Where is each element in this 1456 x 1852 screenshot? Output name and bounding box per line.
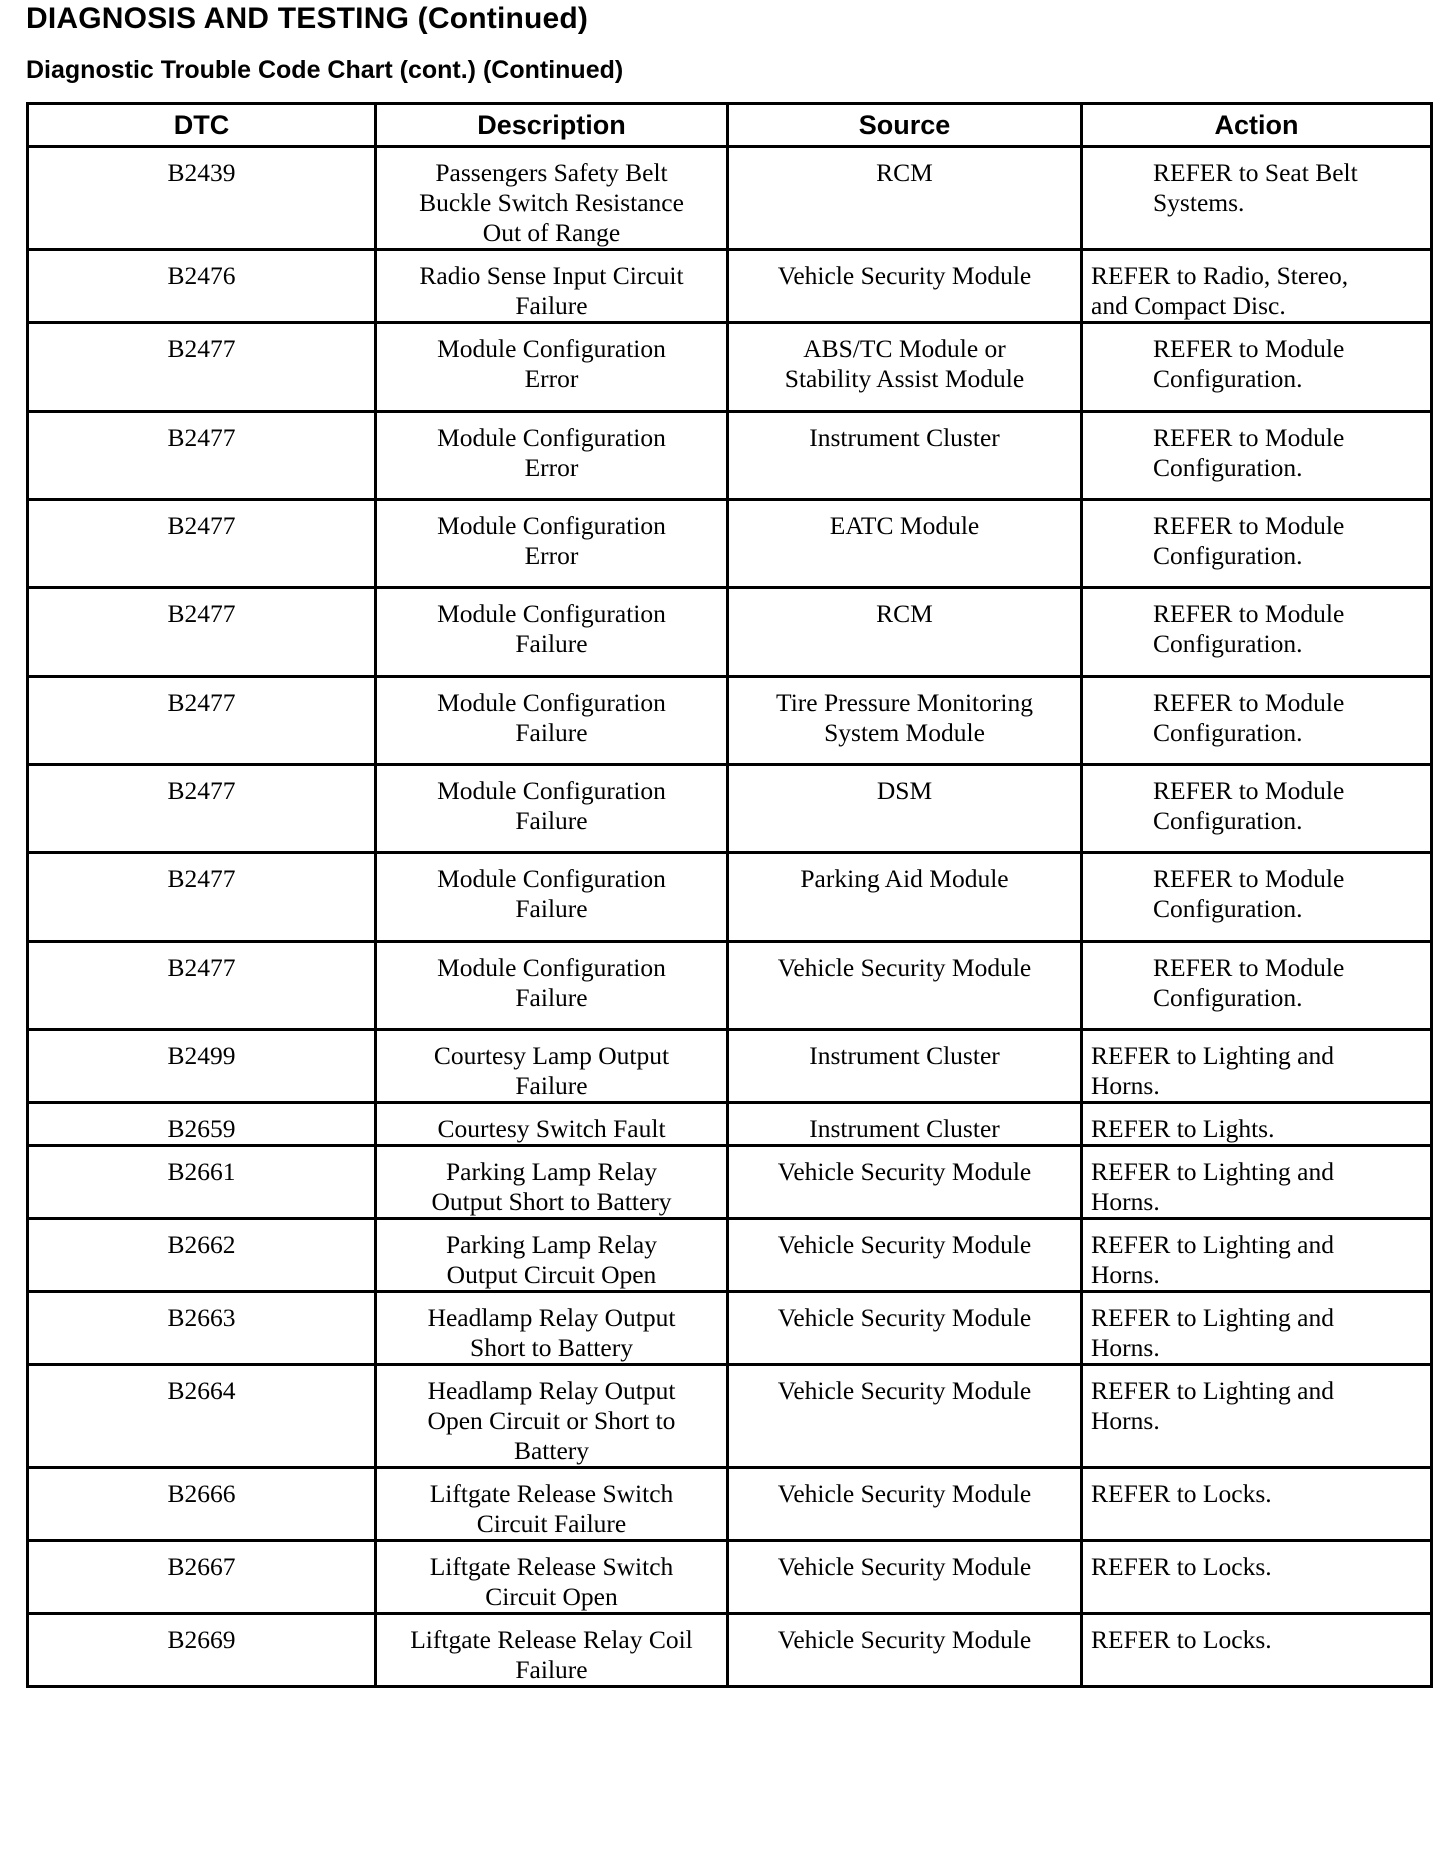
action-cell: REFER to Seat Belt Systems. (1082, 147, 1432, 250)
dtc-table (26, 102, 1433, 1688)
source-cell: Vehicle Security Module (728, 1468, 1082, 1541)
action-cell: REFER to Module Configuration. (1082, 853, 1432, 942)
action-cell: REFER to Lighting and Horns. (1082, 1146, 1432, 1219)
table-row (28, 1614, 1432, 1687)
description-cell: Parking Lamp Relay Output Short to Battery (376, 1146, 728, 1219)
column-header-source: Source (728, 104, 1082, 147)
description-cell: Liftgate Release Relay Coil Failure (376, 1614, 728, 1687)
action-cell: REFER to Lighting and Horns. (1082, 1365, 1432, 1468)
description-cell: Module Configuration Failure (376, 588, 728, 677)
description-cell: Liftgate Release Switch Circuit Open (376, 1541, 728, 1614)
source-cell: DSM (728, 765, 1082, 853)
dtc-cell: B2477 (28, 765, 376, 853)
table-row (28, 147, 1432, 250)
dtc-cell: B2477 (28, 677, 376, 765)
table-row (28, 765, 1432, 853)
dtc-cell: B2663 (28, 1292, 376, 1365)
table-row (28, 1030, 1432, 1103)
dtc-cell: B2477 (28, 942, 376, 1030)
action-cell: REFER to Lighting and Horns. (1082, 1219, 1432, 1292)
description-cell: Module Configuration Failure (376, 853, 728, 942)
source-cell: Instrument Cluster (728, 1030, 1082, 1103)
description-cell: Module Configuration Error (376, 412, 728, 500)
action-cell: REFER to Lights. (1082, 1103, 1432, 1146)
description-cell: Liftgate Release Switch Circuit Failure (376, 1468, 728, 1541)
table-header-row (28, 104, 1432, 147)
description-cell: Parking Lamp Relay Output Circuit Open (376, 1219, 728, 1292)
column-header-dtc: DTC (28, 104, 376, 147)
action-cell: REFER to Module Configuration. (1082, 412, 1432, 500)
table-row (28, 853, 1432, 942)
description-cell: Courtesy Lamp Output Failure (376, 1030, 728, 1103)
description-cell: Headlamp Relay Output Open Circuit or Short to Battery (376, 1365, 728, 1468)
table-row (28, 1292, 1432, 1365)
table-row (28, 1468, 1432, 1541)
description-cell: Module Configuration Failure (376, 942, 728, 1030)
dtc-cell: B2659 (28, 1103, 376, 1146)
table-row (28, 588, 1432, 677)
action-cell: REFER to Module Configuration. (1082, 677, 1432, 765)
table-row (28, 250, 1432, 323)
action-cell: REFER to Lighting and Horns. (1082, 1292, 1432, 1365)
table-row (28, 1365, 1432, 1468)
description-cell: Headlamp Relay Output Short to Battery (376, 1292, 728, 1365)
description-cell: Module Configuration Failure (376, 765, 728, 853)
dtc-cell: B2499 (28, 1030, 376, 1103)
action-cell: REFER to Locks. (1082, 1614, 1432, 1687)
page-title: DIAGNOSIS AND TESTING (Continued) (26, 2, 589, 35)
source-cell: Vehicle Security Module (728, 1146, 1082, 1219)
action-cell: REFER to Lighting and Horns. (1082, 1030, 1432, 1103)
dtc-cell: B2477 (28, 853, 376, 942)
table-row (28, 412, 1432, 500)
source-cell: Vehicle Security Module (728, 250, 1082, 323)
table-row (28, 677, 1432, 765)
dtc-cell: B2477 (28, 323, 376, 412)
dtc-cell: B2667 (28, 1541, 376, 1614)
action-cell: REFER to Module Configuration. (1082, 323, 1432, 412)
dtc-cell: B2439 (28, 147, 376, 250)
column-header-action: Action (1082, 104, 1432, 147)
chart-title: Diagnostic Trouble Code Chart (cont.) (Continued) (26, 56, 624, 84)
description-cell: Module Configuration Error (376, 500, 728, 588)
table-row (28, 323, 1432, 412)
action-cell: REFER to Radio, Stereo, and Compact Disc. (1082, 250, 1432, 323)
source-cell: Vehicle Security Module (728, 1365, 1082, 1468)
action-cell: REFER to Module Configuration. (1082, 500, 1432, 588)
action-cell: REFER to Locks. (1082, 1468, 1432, 1541)
source-cell: Parking Aid Module (728, 853, 1082, 942)
source-cell: ABS/TC Module or Stability Assist Module (728, 323, 1082, 412)
table-row (28, 1541, 1432, 1614)
description-cell: Courtesy Switch Fault (376, 1103, 728, 1146)
dtc-cell: B2669 (28, 1614, 376, 1687)
source-cell: Vehicle Security Module (728, 1541, 1082, 1614)
source-cell: Vehicle Security Module (728, 1614, 1082, 1687)
action-cell: REFER to Module Configuration. (1082, 765, 1432, 853)
dtc-cell: B2477 (28, 588, 376, 677)
description-cell: Radio Sense Input Circuit Failure (376, 250, 728, 323)
source-cell: Vehicle Security Module (728, 942, 1082, 1030)
column-header-description: Description (376, 104, 728, 147)
source-cell: Instrument Cluster (728, 412, 1082, 500)
action-cell: REFER to Locks. (1082, 1541, 1432, 1614)
table-row (28, 1146, 1432, 1219)
dtc-cell: B2661 (28, 1146, 376, 1219)
dtc-cell: B2666 (28, 1468, 376, 1541)
source-cell: RCM (728, 147, 1082, 250)
action-cell: REFER to Module Configuration. (1082, 942, 1432, 1030)
source-cell: RCM (728, 588, 1082, 677)
dtc-cell: B2477 (28, 500, 376, 588)
table-row (28, 942, 1432, 1030)
table-row (28, 500, 1432, 588)
source-cell: Vehicle Security Module (728, 1292, 1082, 1365)
source-cell: Vehicle Security Module (728, 1219, 1082, 1292)
dtc-cell: B2662 (28, 1219, 376, 1292)
dtc-cell: B2476 (28, 250, 376, 323)
dtc-cell: B2477 (28, 412, 376, 500)
source-cell: Instrument Cluster (728, 1103, 1082, 1146)
source-cell: EATC Module (728, 500, 1082, 588)
description-cell: Module Configuration Failure (376, 677, 728, 765)
action-cell: REFER to Module Configuration. (1082, 588, 1432, 677)
table-row (28, 1103, 1432, 1146)
description-cell: Module Configuration Error (376, 323, 728, 412)
source-cell: Tire Pressure Monitoring System Module (728, 677, 1082, 765)
description-cell: Passengers Safety Belt Buckle Switch Resistance Out of Range (376, 147, 728, 250)
table-row (28, 1219, 1432, 1292)
dtc-cell: B2664 (28, 1365, 376, 1468)
